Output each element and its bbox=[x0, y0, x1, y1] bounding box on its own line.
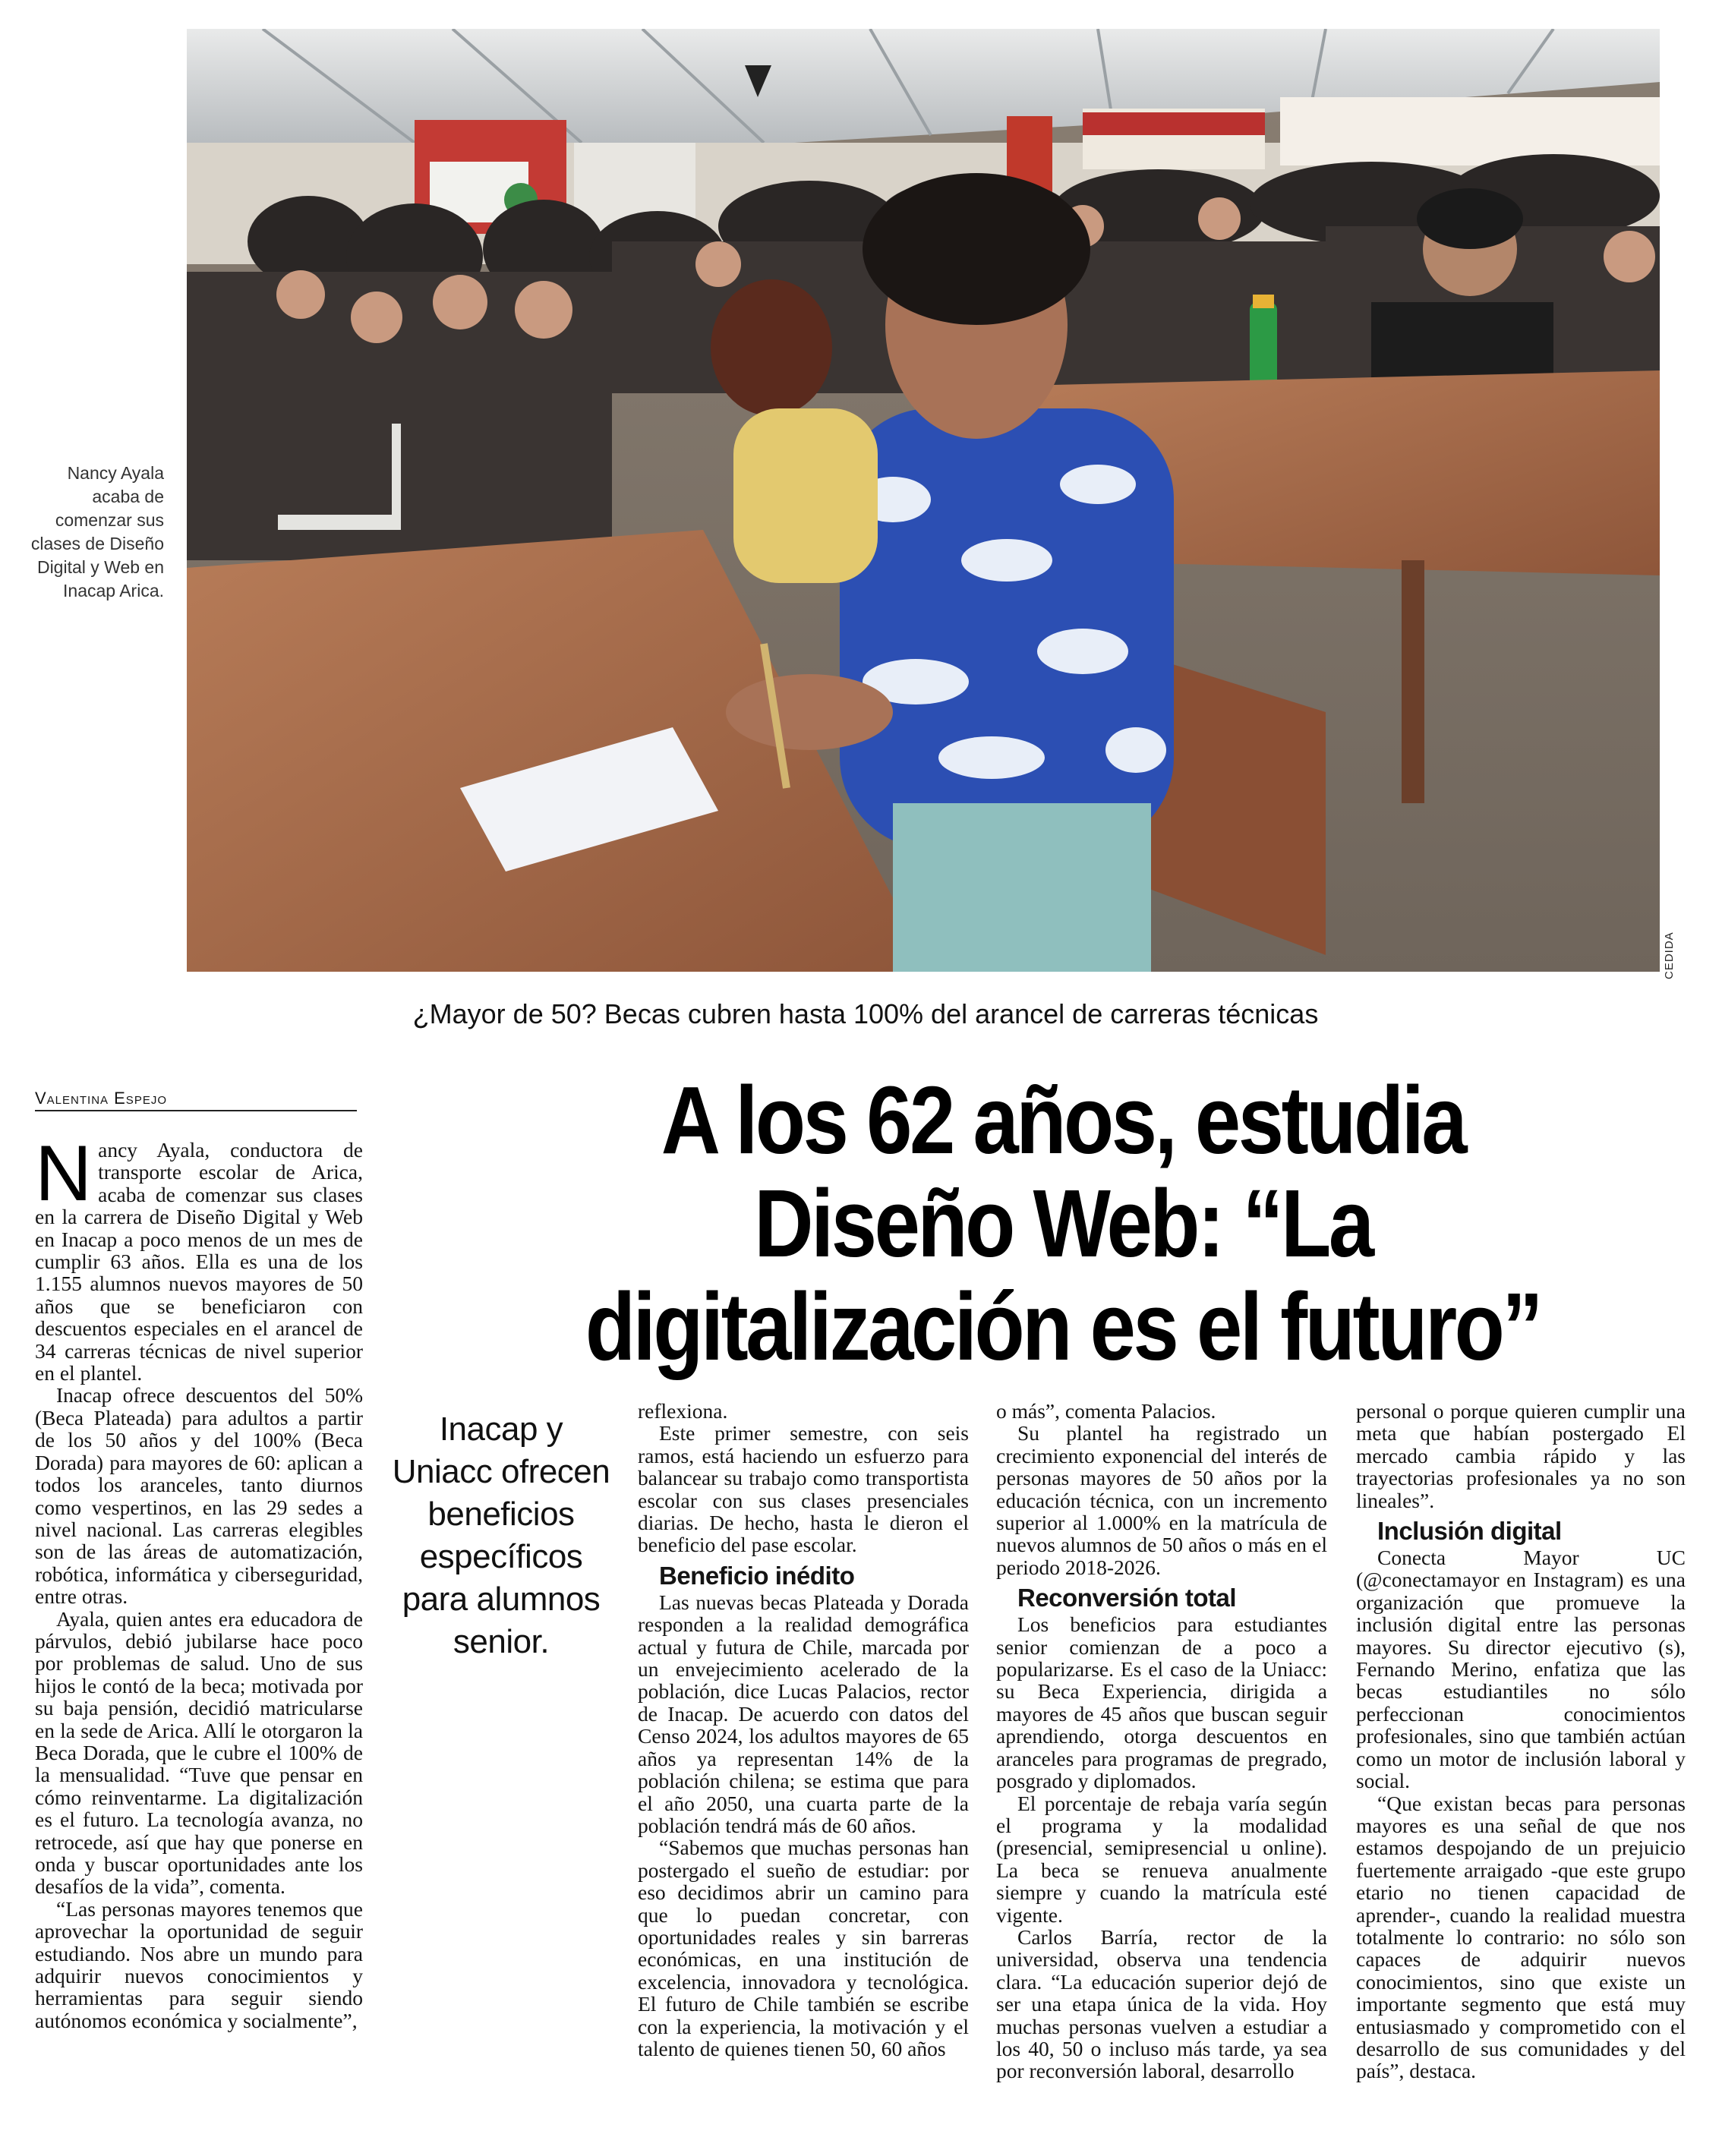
article-column-3 bbox=[996, 1400, 1327, 2082]
classroom-photo-icon bbox=[187, 29, 1660, 972]
paragraph: personal o porque quieren cumplir una meta que habían postergado El mercado cambia rápido y las trayectorias profesionales ya no son lineales”. bbox=[1356, 1399, 1686, 1512]
subheading: Reconversión total bbox=[1017, 1584, 1237, 1612]
paragraph: Los beneficios para estudiantes senior comienzan de a poco a popularizarse. Es el caso de la Uniacc: su Beca Experiencia, dirigida a mayores de 45 años que buscan seguir aprendiendo, otorga descuentos en aranceles para programas de pregrado, posgrado y diplomados. bbox=[996, 1612, 1327, 1793]
article-column-4 bbox=[1356, 1400, 1686, 2082]
headline: A los 62 años, estudia Diseño Web: “La digitalización es el futuro” bbox=[585, 1067, 1541, 1380]
subheading: Beneficio inédito bbox=[659, 1561, 855, 1590]
paragraph: Conecta Mayor UC (@conectamayor en Instagram) es una organización que promueve la inclusión digital entre las personas mayores. Su director ejecutivo (s), Fernando Merino, enfatiza que las becas estudiantiles no sólo perfeccionan conocimientos profesionales, sino que también actúan como un motor de inclusión laboral y social. bbox=[1356, 1546, 1686, 1793]
paragraph: Las nuevas becas Plateada y Dorada responden a la realidad demográfica actual y futura de Chile, marcada por un envejecimiento acelerado de la población, dice Lucas Palacios, rector de Inacap. De acuerdo con datos del Censo 2024, los adultos mayores de 65 años ya representan 14% de la población chilena; se estima que para el año 2050, una cuarta parte de la población tendrá más de 60 años. bbox=[638, 1590, 969, 1837]
paragraph-text: ancy Ayala, conductora de transporte escolar de Arica, acaba de comenzar sus clases en la carrera de Diseño Digital y Web en Inacap a poco menos de un mes de cumplir 63 años. Ella es una de los 1.155 alumnos nuevos mayores de 50 años que se beneficiaron con descuentos especiales en el arancel de 34 carreras técnicas de nivel superior en el plantel. bbox=[35, 1138, 363, 1385]
drop-cap: N bbox=[35, 1130, 93, 1218]
article-photo bbox=[187, 29, 1660, 972]
photo-caption: Nancy Ayala acaba de comenzar sus clases de Diseño Digital y Web en Inacap Arica. bbox=[30, 463, 164, 600]
paragraph: “Sabemos que muchas personas han postergado el sueño de estudiar: por eso decidimos abrir un camino para que lo puedan concretar, con oportunidades reales y sin barreras económicas, en una institución de excelencia, innovadora y tecnológica. El futuro de Chile también se escribe con la experiencia, la motivación y el talento de quienes tienen 50, 60 años bbox=[638, 1836, 969, 2060]
kicker: ¿Mayor de 50? Becas cubren hasta 100% del arancel de carreras técnicas bbox=[412, 998, 1319, 1029]
byline: Valentina Espejo bbox=[35, 1089, 357, 1111]
paragraph: “Que existan becas para personas mayores es una señal de que nos estamos despojando de un prejuicio fuertemente arraigado -que este grupo etario no tienen capacidad de aprender-, cuando la realidad muestra totalmente lo contrario: no sólo son capaces de adquirir nuevos conocimientos, sino que existe un importante segmento que está muy entusiasmado y comprometido con el desarrollo de sus comunidades y del país”, destaca. bbox=[1356, 1791, 1686, 2083]
paragraph: o más”, comenta Palacios. bbox=[996, 1399, 1216, 1423]
paragraph: Ayala, quien antes era educadora de párvulos, debió jubilarse hace poco por problemas de salud. Uno de sus hijos le contó de la beca; motivada por su baja pensión, decidió matricularse en la sede de Arica. Allí le otorgaron la Beca Dorada, que le cubre el 100% de la mensualidad. “Tuve que pensar en cómo reinventarme. La digitalización es el futuro. La tecnología avanza, no retrocede, así que hay que ponerse en onda y buscar oportunidades ante los desafíos de la vida”, comenta. bbox=[35, 1606, 363, 1899]
paragraph bbox=[35, 1130, 363, 1385]
paragraph: El porcentaje de rebaja varía según el programa y la modalidad (presencial, semipresencial u online). La beca se renueva anualmente siempre y cuando la matrícula esté vigente. bbox=[996, 1791, 1327, 1927]
paragraph: Este primer semestre, con seis ramos, está haciendo un esfuerzo para balancear su trabajo como transportista escolar con sus clases presenciales diarias. De hecho, hasta le dieron el beneficio del pase escolar. bbox=[638, 1421, 969, 1557]
pull-quote: Inacap y Uniacc ofrecen beneficios específicos para alumnos senior. bbox=[392, 1411, 610, 1660]
paragraph: Carlos Barría, rector de la universidad, observa una tendencia clara. “La educación superior dejó de ser una etapa única de la vida. Hoy muchas personas vuelven a estudiar a los 40, 50 o incluso más tarde, ya sea por reconversión laboral, desarrollo bbox=[996, 1924, 1327, 2083]
article-column-2 bbox=[638, 1400, 969, 2060]
paragraph: Inacap ofrece descuentos del 50% (Beca Plateada) para adultos a partir de los 50 años y del 100% (Beca Dorada) para mayores de 60: aplican a todos los aranceles, tanto diurnos como vespertinos, en las 29 sedes a nivel nacional. Las carreras elegibles son de las áreas de automatización, robótica, informática y ciberseguridad, entre otras. bbox=[35, 1383, 363, 1609]
paragraph: reflexiona. bbox=[638, 1399, 728, 1423]
paragraph: “Las personas mayores tenemos que aprovechar la oportunidad de seguir estudiando. Nos abre un mundo para adquirir nuevos conocimientos y herramientas para seguir siendo autónomos económica y socialmente”, bbox=[35, 1896, 363, 2032]
paragraph: Su plantel ha registrado un crecimiento exponencial del interés de personas mayores de 50 años por la educación técnica, con un incremento superior al 1.000% en la matrícula de nuevos alumnos de 50 años o más en el periodo 2018-2026. bbox=[996, 1421, 1327, 1579]
subheading: Inclusión digital bbox=[1377, 1517, 1562, 1546]
photo-credit: CEDIDA bbox=[1663, 931, 1676, 979]
article-column-1 bbox=[35, 1130, 363, 2032]
